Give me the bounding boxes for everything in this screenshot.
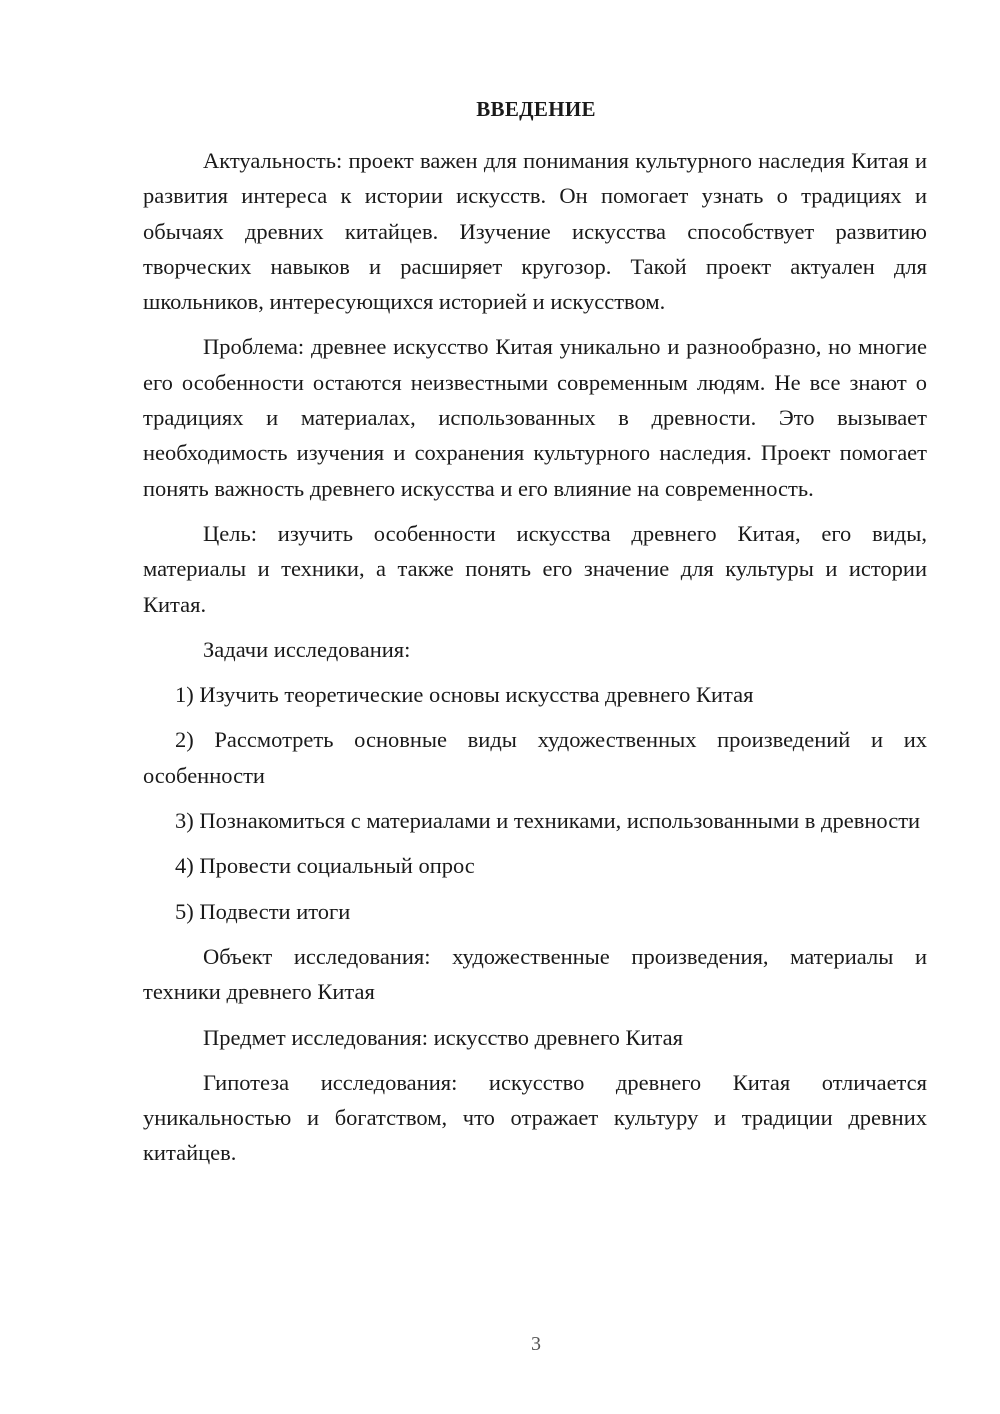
relevance-paragraph: Актуальность: проект важен для понимания культурного наследия Китая и развития интереса к истории искусств. Он помогает узнать о традициях и обычаях древних китайцев. Изучение искусства способствует развитию творческих навыков и расширяет кругозор. Такой проект актуален для школьников, интересующихся историей и искусством.: [143, 148, 927, 315]
task-item: 1) Изучить теоретические основы искусства древнего Китая: [175, 682, 754, 708]
problem-paragraph: Проблема: древнее искусство Китая уникально и разнообразно, но многие его особенности остаются неизвестными современным людям. Не все знают о традициях и материалах, использованных в древности. Это вызывает необходимость изучения и сохранения культурного наследия. Проект помогает понять важность древнего искусства и его влияние на современность.: [143, 334, 927, 501]
task-item: 3) Познакомиться с материалами и техниками, использованными в древности: [175, 808, 921, 834]
task-item: 4) Провести социальный опрос: [175, 853, 475, 879]
tasks-intro: Задачи исследования:: [203, 636, 411, 662]
task-item: 5) Подвести итоги: [175, 898, 351, 924]
page-number: 3: [531, 1333, 541, 1355]
document-body: [143, 143, 927, 1181]
section-heading: ВВЕДЕНИЕ: [476, 97, 596, 121]
research-object-paragraph: Объект исследования: художественные произведения, материалы и техники древнего Китая: [143, 943, 927, 1005]
task-item: 2) Рассмотреть основные виды художественных произведений и их особенности: [143, 727, 927, 788]
hypothesis-paragraph: Гипотеза исследования: искусство древнего Китая отличается уникальностью и богатством, что отражает культуру и традиции древних китайцев.: [143, 1069, 927, 1166]
goal-paragraph: Цель: изучить особенности искусства древнего Китая, его виды, материалы и техники, а также понять его значение для культуры и истории Китая.: [143, 520, 927, 617]
research-subject-paragraph: Предмет исследования: искусство древнего Китая: [203, 1024, 683, 1050]
